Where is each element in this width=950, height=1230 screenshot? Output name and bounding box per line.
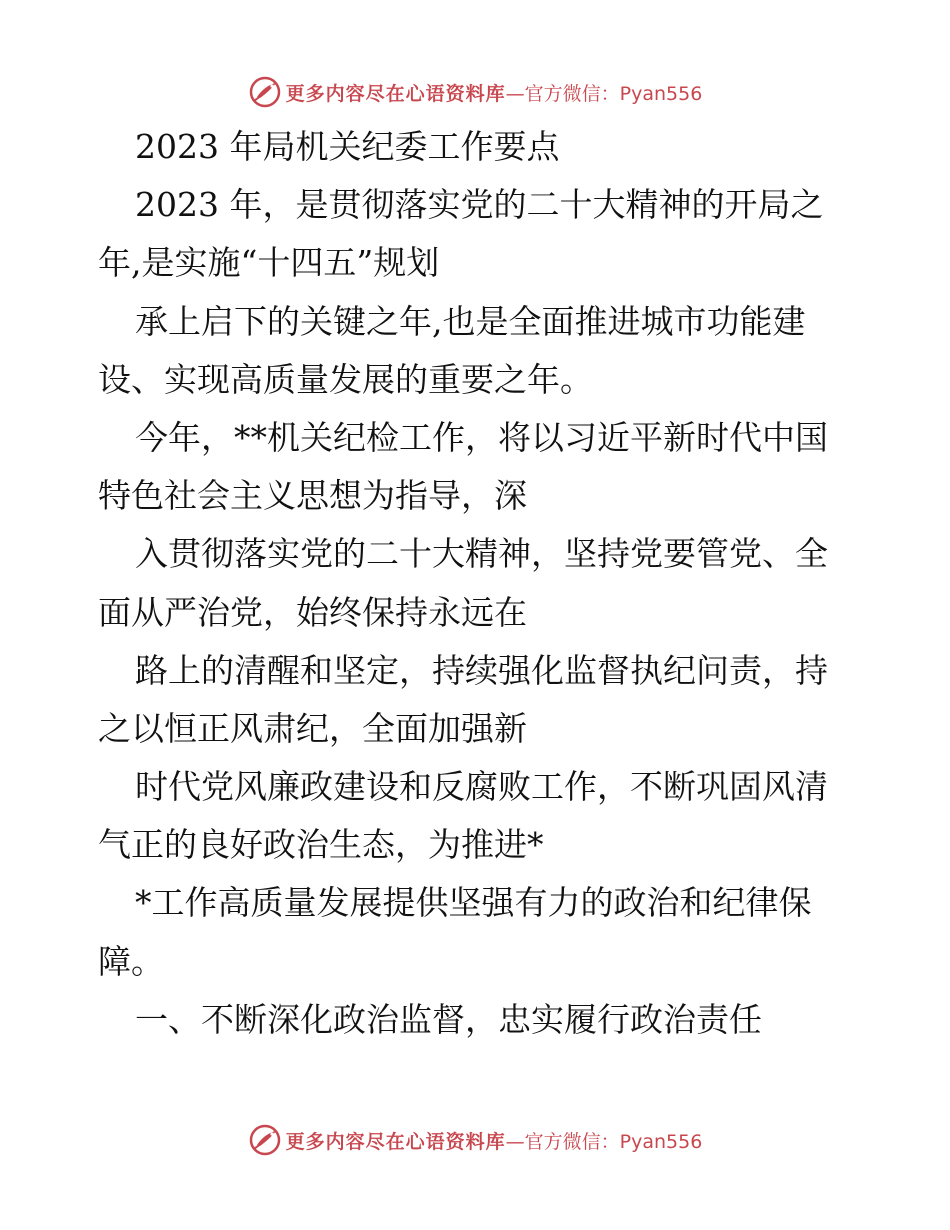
watermark-banner-bottom <box>0 1120 950 1160</box>
paragraph-line: *工作高质量发展提供坚强有力的政治和纪律保 <box>135 883 812 923</box>
paragraph-line: 障。 <box>98 941 164 981</box>
paragraph-line: 时代党风廉政建设和反腐败工作，不断巩固风清 <box>135 767 828 807</box>
document-title: 2023 年局机关纪委工作要点 <box>135 127 560 166</box>
paragraph-line: 承上启下的关键之年,也是全面推进城市功能建 <box>135 301 806 341</box>
paragraph-line: 特色社会主义思想为指导，深 <box>98 476 527 516</box>
watermark-banner-top <box>0 72 950 112</box>
bird-quill-seal-icon <box>248 75 282 109</box>
paragraph-line: 年,是实施“十四五”规划 <box>98 243 440 283</box>
paragraph-line: 面从严治党，始终保持永远在 <box>98 592 527 632</box>
paragraph-line: 之以恒正风肃纪，全面加强新 <box>98 708 527 748</box>
paragraph-line: 入贯彻落实党的二十大精神，坚持党要管党、全 <box>135 534 828 574</box>
paragraph-line: 2023 年，是贯彻落实党的二十大精神的开局之 <box>135 185 824 225</box>
bird-quill-seal-icon <box>248 1123 282 1157</box>
document-body <box>98 118 858 1049</box>
watermark-contact-text: —官方微信：Pyan556 <box>505 82 703 105</box>
paragraph-line: 设、实现高质量发展的重要之年。 <box>98 359 593 399</box>
watermark-contact-text: —官方微信：Pyan556 <box>505 1130 703 1153</box>
section-heading: 一、不断深化政治监督，忠实履行政治责任 <box>135 999 762 1039</box>
paragraph-line: 气正的良好政治生态，为推进* <box>98 825 544 865</box>
watermark-main-text: 更多内容尽在心语资料库 <box>285 82 506 105</box>
paragraph-line: 今年，**机关纪检工作，将以习近平新时代中国 <box>135 417 828 457</box>
watermark-main-text: 更多内容尽在心语资料库 <box>285 1130 506 1153</box>
paragraph-line: 路上的清醒和坚定，持续强化监督执纪问责，持 <box>135 650 828 690</box>
